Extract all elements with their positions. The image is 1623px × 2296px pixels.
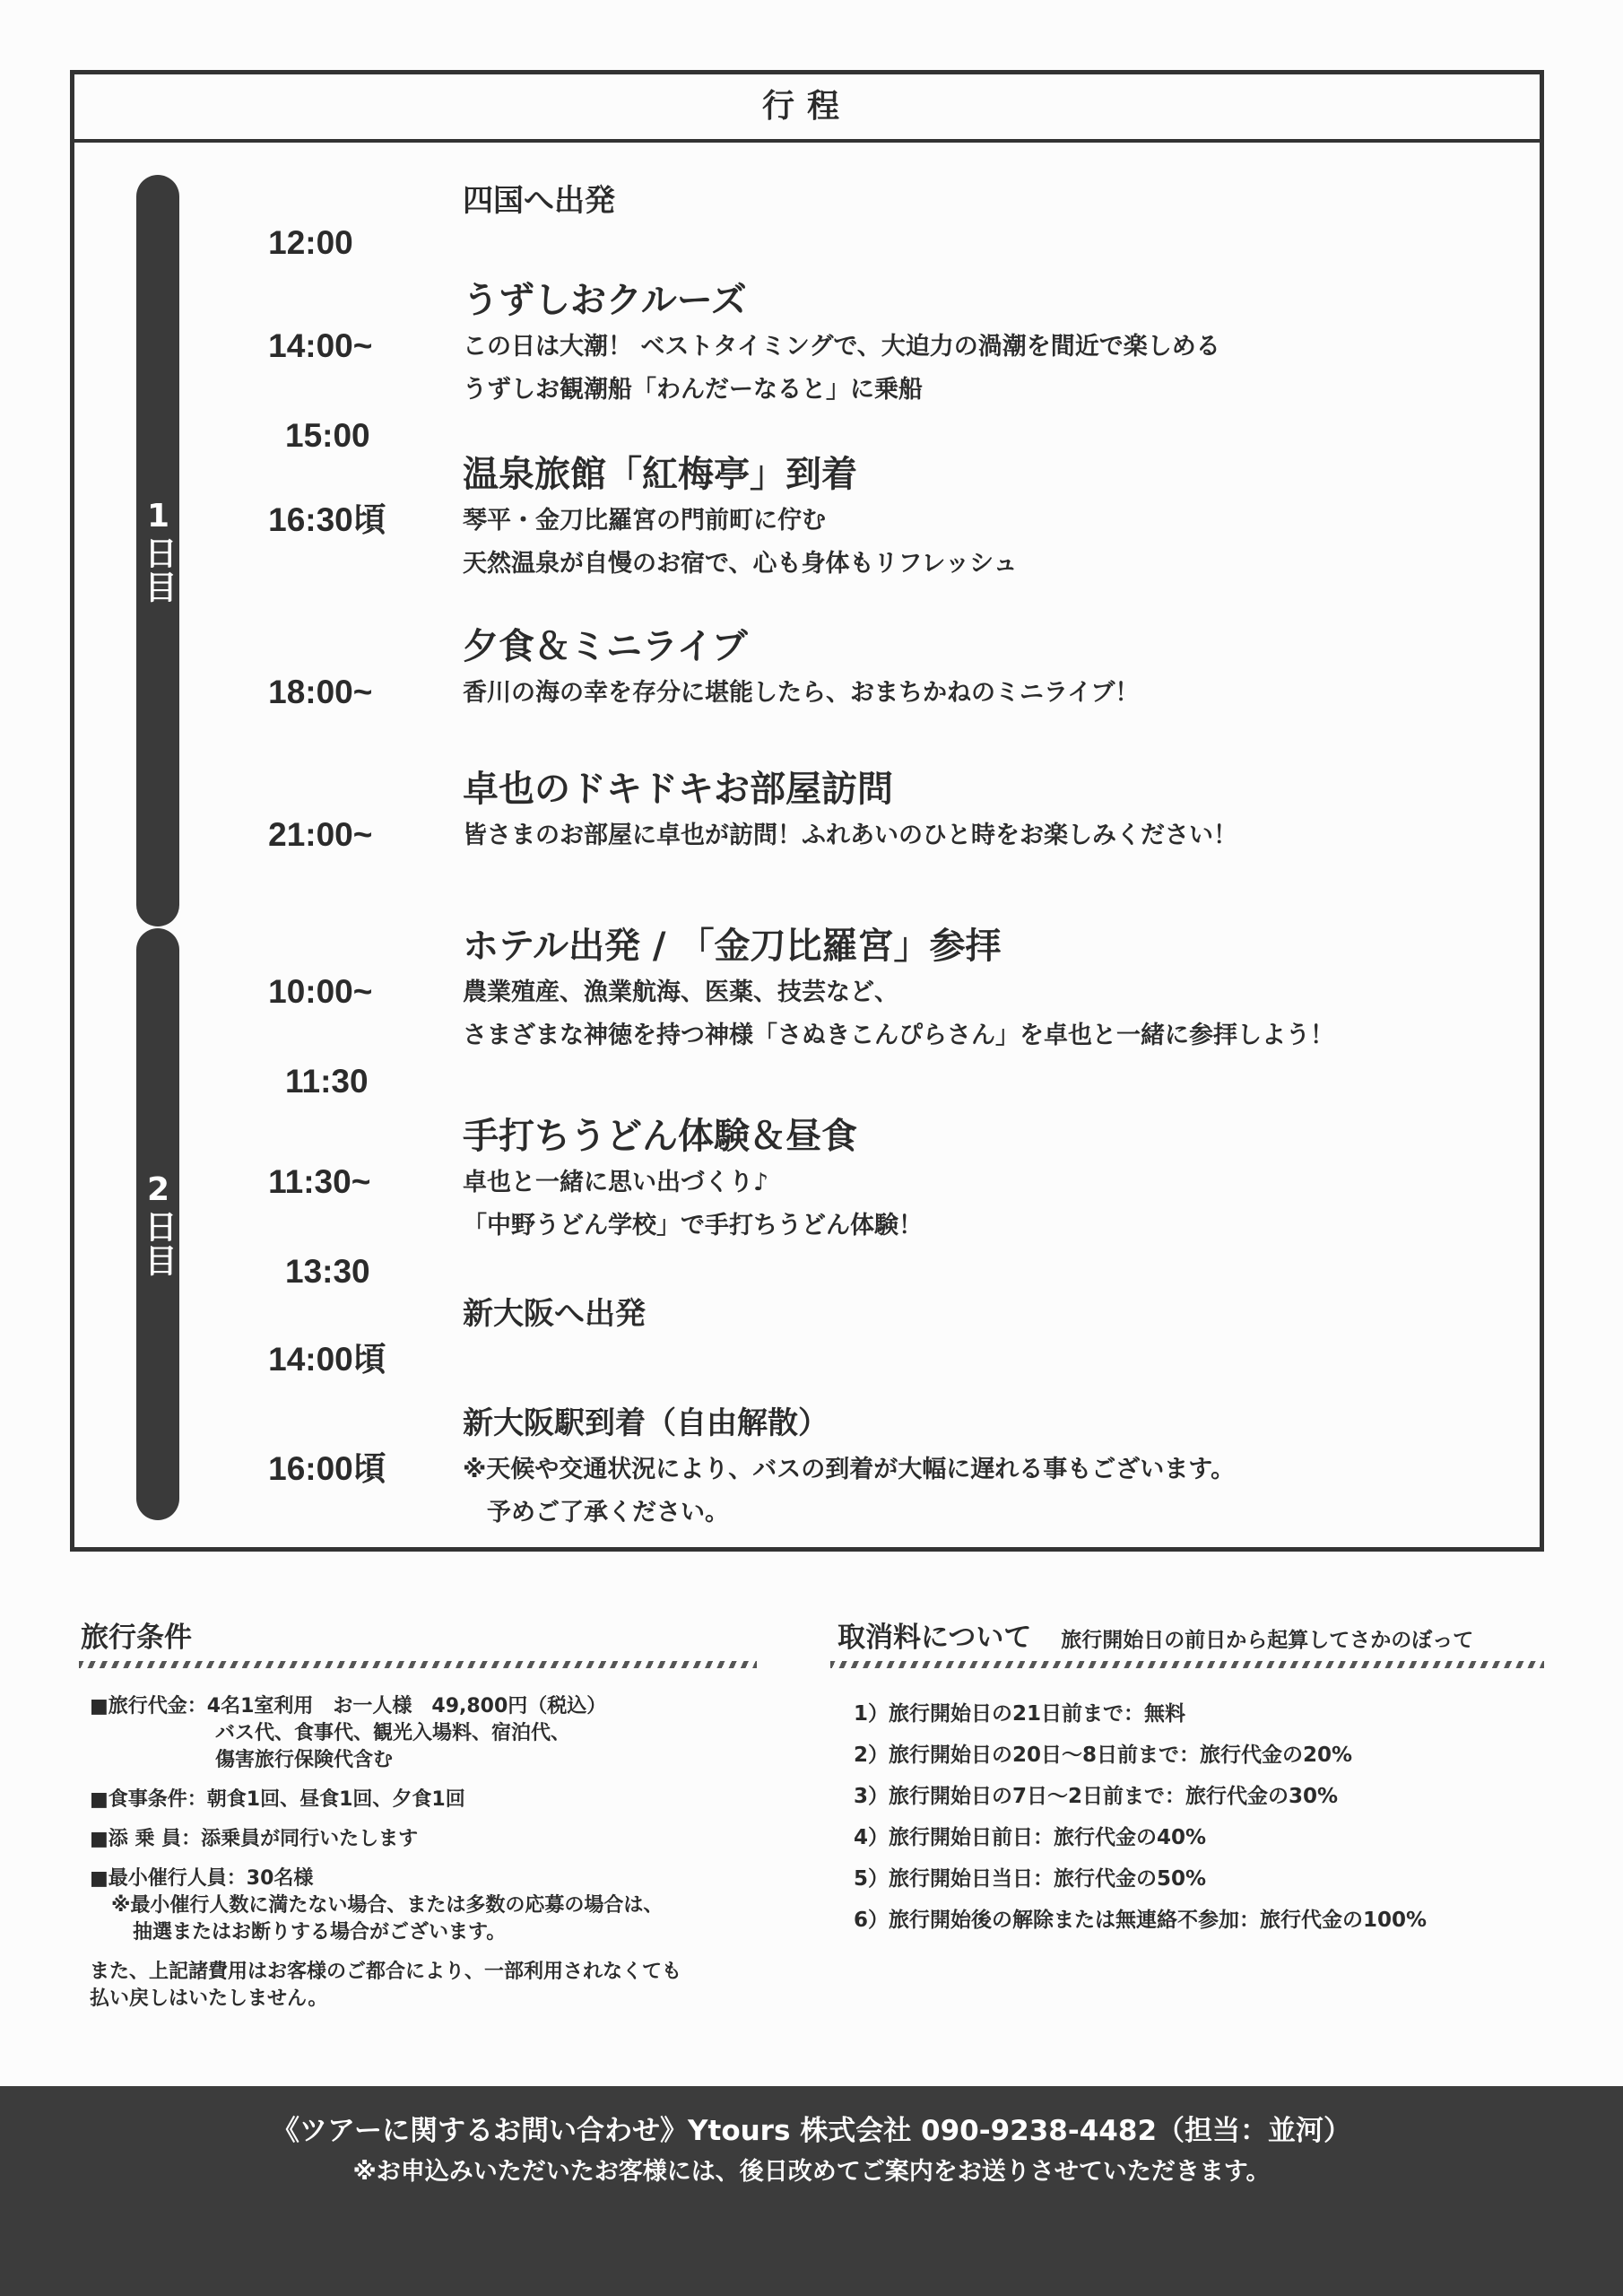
schedule-entry — [463, 176, 1521, 226]
schedule-line: 卓也と一緒に思い出づくり♪ — [463, 1169, 769, 1196]
schedule-line: うずしお観潮船「わんだーなると」に乗船 — [463, 376, 923, 404]
schedule-time: 12:00 — [268, 224, 353, 261]
schedule-entry — [463, 622, 1521, 715]
schedule-title: 卓也のドキドキお部屋訪問 — [463, 769, 893, 810]
schedule-title: 夕食＆ミニライブ — [463, 626, 748, 667]
schedule-title: 温泉旅館「紅梅亭」到着 — [463, 454, 857, 495]
conditions-minimum: ■最小催行人員：30名様 ※最小催行人数に満たない場合、または多数の応募の場合は、 抽選またはお断りする場合がございます。 — [90, 1867, 664, 1944]
schedule-time: 18:00~ — [268, 674, 373, 710]
schedule-time: 16:00頃 — [268, 1450, 386, 1487]
cancellation-item: 2）旅行開始日の20日～8日前まで：旅行代金の20% — [854, 1744, 1353, 1767]
schedule-line: 予めご了承ください。 — [463, 1499, 729, 1526]
conditions-footnote: また、上記諸費用はお客様のご都合により、一部利用されなくても 払い戻しはいたしません。 — [90, 1961, 682, 2010]
conditions-divider — [79, 1661, 757, 1668]
cancellation-title: 取消料について — [838, 1622, 1032, 1654]
cancellation-title-row — [838, 1614, 1473, 1655]
schedule-time: 14:00~ 15:00 — [268, 327, 373, 454]
schedule-title: 四国へ出発 — [463, 183, 615, 219]
schedule-line: 琴平・金刀比羅宮の門前町に佇む — [463, 507, 826, 535]
schedule-entry — [463, 1398, 1521, 1535]
schedule-line: 香川の海の幸を存分に堪能したら、おまちかねのミニライブ！ — [463, 679, 1140, 707]
cancellation-list — [854, 1693, 1517, 1941]
contact-footer — [0, 2086, 1623, 2296]
schedule-entry — [463, 449, 1521, 586]
day-1-label: 1日目 — [140, 497, 177, 604]
schedule-line: 「中野うどん学校」で手打ちうどん体験！ — [463, 1212, 923, 1239]
schedule-line: 天然温泉が自慢のお宿で、心も身体もリフレッシュ — [463, 550, 1018, 578]
itinerary-title: 行程 — [74, 74, 1540, 143]
cancellation-item: 1）旅行開始日の21日前まで：無料 — [854, 1702, 1186, 1726]
schedule-title: ホテル出発 / 「金刀比羅宮」参拝 — [463, 926, 1002, 967]
day-2-bar — [136, 928, 179, 1520]
cancellation-item: 5）旅行開始日当日：旅行代金の50% — [854, 1867, 1207, 1891]
cancellation-item: 3）旅行開始日の7日～2日前まで：旅行代金の30% — [854, 1785, 1339, 1808]
day-2-label: 2日目 — [140, 1170, 177, 1278]
cancellation-divider — [830, 1661, 1544, 1668]
conditions-title: 旅行条件 — [81, 1622, 192, 1654]
day-1-bar — [136, 175, 179, 926]
itinerary-box — [70, 70, 1544, 1552]
schedule-line: 皆さまのお部屋に卓也が訪問！ふれあいのひと時をお楽しみください！ — [463, 822, 1237, 849]
cancellation-item: 6）旅行開始後の解除または無連絡不参加：旅行代金の100% — [854, 1909, 1428, 1932]
conditions-escort: ■添 乗 員：添乗員が同行いたします — [90, 1828, 419, 1850]
conditions-price: ■旅行代金：4名1室利用 お一人様 49,800円（税込） バス代、食事代、観光入場料、宿泊代、 傷害旅行保険代含む — [90, 1695, 607, 1771]
contact-note: ※お申込みいただいたお客様には、後日改めてご案内をお送りさせていただきます。 — [352, 2158, 1271, 2186]
schedule-entry — [463, 921, 1521, 1057]
schedule-time: 14:00頃 — [268, 1341, 386, 1378]
schedule-line: ※天候や交通状況により、バスの到着が大幅に遅れる事もございます。 — [463, 1456, 1236, 1483]
schedule-line: 農業殖産、漁業航海、医薬、技芸など、 — [463, 978, 898, 1006]
conditions-list — [90, 1693, 789, 2025]
schedule-entry — [463, 764, 1521, 857]
schedule-title: 手打ちうどん体験＆昼食 — [463, 1116, 857, 1157]
schedule-title: 新大阪へ出発 — [463, 1296, 646, 1332]
cancellation-subtitle: 旅行開始日の前日から起算してさかのぼって — [1061, 1629, 1474, 1652]
schedule-title: うずしおクルーズ — [463, 280, 747, 321]
schedule-line: さまざまな神徳を持つ神様「さぬきこんぴらさん」を卓也と一緒に参拝しよう！ — [463, 1022, 1334, 1049]
conditions-meals: ■食事条件：朝食1回、昼食1回、夕食1回 — [90, 1788, 465, 1811]
schedule-time: 21:00~ — [268, 816, 373, 853]
schedule-entry — [463, 275, 1521, 412]
cancellation-item: 4）旅行開始日前日：旅行代金の40% — [854, 1826, 1207, 1849]
schedule-entry — [463, 1111, 1521, 1248]
schedule-line: この日は大潮！ ベストタイミングで、大迫力の渦潮を間近で楽しめる — [463, 333, 1220, 361]
schedule-time: 10:00~ 11:30 — [268, 973, 373, 1100]
schedule-time: 16:30頃 — [268, 501, 386, 538]
contact-line: 《ツアーに関するお問い合わせ》Ytours 株式会社 090-9238-4482（担当：並河） — [271, 2115, 1352, 2147]
schedule-time: 11:30~ 13:30 — [268, 1163, 371, 1290]
schedule-title: 新大阪駅到着（自由解散） — [463, 1405, 829, 1441]
schedule-entry — [463, 1289, 1521, 1339]
